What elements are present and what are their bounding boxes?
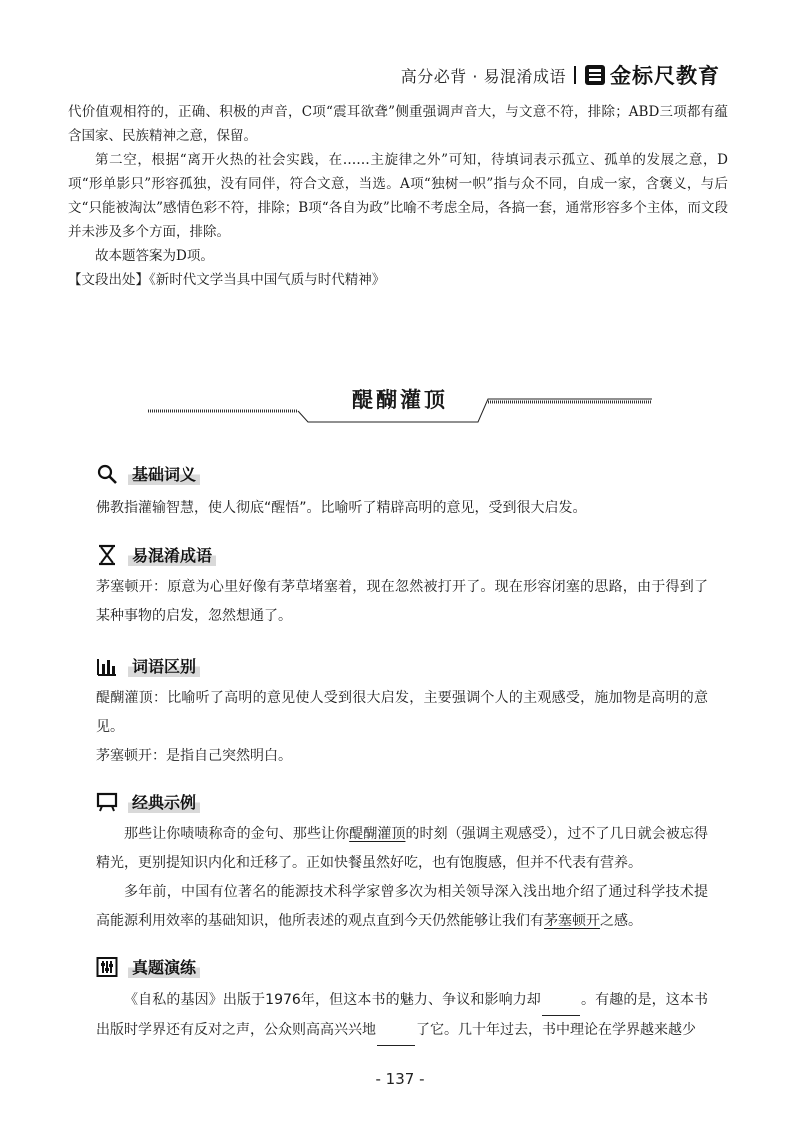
idiom-title: 醍醐灌顶 — [352, 388, 448, 412]
answer-explanation — [68, 100, 728, 292]
example-text: 之感。 — [600, 913, 642, 929]
question-text: 。有趣的是，这本书出版时学界还有反对之声，公众则高高兴兴地 — [96, 992, 708, 1038]
example-2 — [96, 878, 708, 936]
highlighted-idiom: 醍醐灌顶 — [349, 826, 406, 842]
practice-question — [96, 986, 708, 1046]
section-label: 易混淆成语 — [128, 543, 216, 566]
highlighted-idiom: 茅塞顿开 — [544, 913, 600, 929]
answer-blank — [542, 986, 580, 1016]
answer-blank — [377, 1016, 415, 1046]
section-label: 基础词义 — [128, 462, 200, 485]
magnifier-icon — [96, 463, 118, 485]
paragraph: 代价值观相符的，正确、积极的声音，C项“震耳欲聋”侧重强调声音大，与文意不符，排除；ABD三项都有蕴含国家、民族精神之意，保留。 — [68, 104, 728, 144]
header-section-text: 高分必背 · 易混淆成语 — [400, 66, 566, 86]
section-distinction — [96, 654, 200, 677]
brand-logo-icon — [584, 64, 606, 86]
question-text: 《自私的基因》出版于1976年，但这本书的魅力、争议和影响力却 — [124, 992, 541, 1008]
section-label: 经典示例 — [128, 790, 200, 813]
section-practice — [96, 955, 200, 978]
section-label: 真题演练 — [128, 955, 200, 978]
distinction-text-2: 茅塞顿开：是指自己突然明白。 — [96, 748, 292, 764]
example-text: 多年前，中国有位著名的能源技术科学家曾多次为相关领导深入浅出地介绍了通过科学技术提高能源利用效率的基础知识，他所表述的观点直到今天仍然能够让我们有 — [96, 884, 708, 929]
distinction-text-1: 醍醐灌顶：比喻听了高明的意见使人受到很大启发，主要强调个人的主观感受，施加物是高明的意见。 — [96, 690, 708, 735]
paragraph: 第二空，根据“离开火热的社会实践，在……主旋律之外”可知，待填词表示孤立、孤单的发展之意，D项“形单影只”形容孤独，没有同伴，符合文意，当选。A项“独树一帜”指与众不同，自成一家，含褒义，与后文“只能被淘汰”感情色彩不符，排除；B项“各自为政”比喻不考虑全局，各搞一套，通常形容多个主体，而文段并未涉及多个方面，排除。 — [68, 152, 728, 240]
question-text: 了它。几十年过去，书中理论在学界越来越少 — [416, 1022, 696, 1038]
brand — [584, 60, 720, 90]
section-basic-meaning — [96, 462, 200, 485]
example-1 — [96, 820, 708, 878]
section-label: 词语区别 — [128, 654, 200, 677]
page-header — [401, 60, 720, 90]
brand-name: 金标尺教育 — [610, 64, 720, 88]
section-examples — [96, 790, 200, 813]
page-number: - 137 - — [375, 1070, 425, 1088]
header-divider — [574, 66, 576, 84]
source-citation: 【文段出处】《新时代文学当具中国气质与时代精神》 — [68, 272, 386, 288]
board-icon — [96, 791, 118, 813]
sliders-icon — [96, 956, 118, 978]
bar-chart-icon — [96, 655, 118, 677]
example-text: 那些让你啧啧称奇的金句、那些让你 — [124, 826, 350, 842]
hourglass-icon — [96, 544, 118, 566]
confusable-text: 茅塞顿开：原意为心里好像有茅草堵塞着，现在忽然被打开了。现在形容闭塞的思路，由于得到了某种事物的启发，忽然想通了。 — [96, 579, 708, 624]
basic-meaning-text: 佛教指灌输智慧，使人彻底“醒悟”。比喻听了精辟高明的意见，受到很大启发。 — [96, 500, 587, 516]
example-text: 的时刻（强调主观感受），过不了几日就会被忘得精光，更别提知识内化和迁移了。正如快餐虽然好吃，也有饱腹感，但并不代表有营养。 — [96, 826, 709, 871]
section-confusable — [96, 543, 216, 566]
idiom-title-banner — [148, 378, 652, 428]
paragraph: 故本题答案为D项。 — [95, 248, 214, 264]
